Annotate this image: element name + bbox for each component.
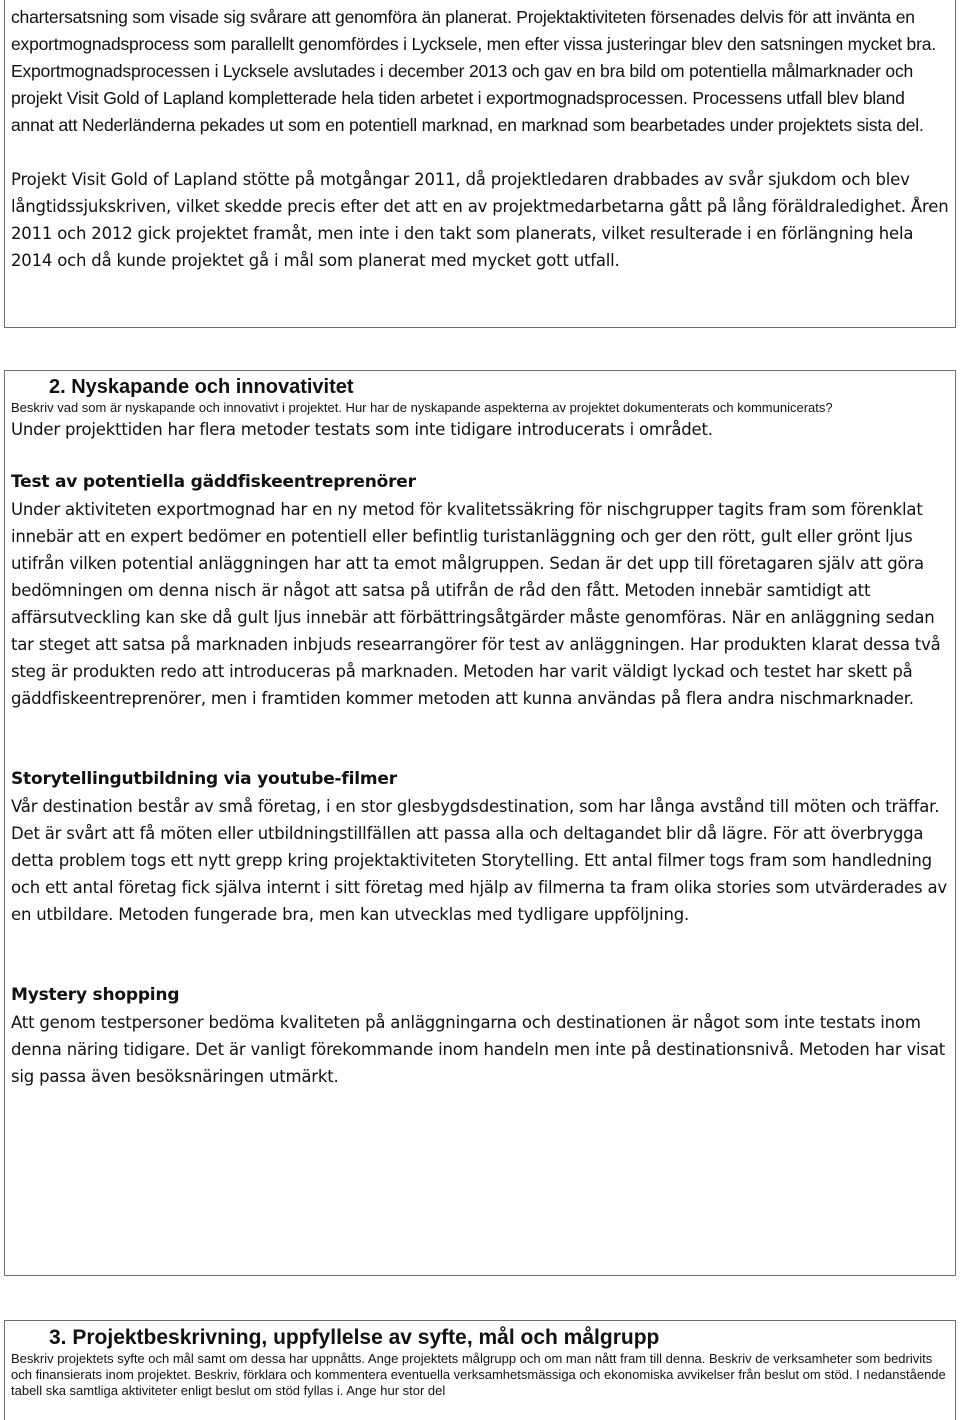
subheading-mystery-shopping: Mystery shopping xyxy=(11,985,180,1005)
text-pike-fishing-test: Under aktiviteten exportmognad har en ny metod för kvalitetssäkring för nischgrupper tagits fram som förenklat innebär att en expert bedömer en potentiell eller befintlig turistanläggning och ger den rött, gult eller grönt ljus utifrån vilken potential anläggningen har att ta emot målgruppen. Sedan är det upp till företagaren själv att göra bedömningen om denna nisch är något att satsa på utifrån de råd den fått. Metoden innebär samtidigt att affärsutveckling kan ske då gult ljus innebär att förbättringsåtgärder måste genomföras. När en anläggning sedan tar steget att satsa på marknaden inbjuds researrangörer för test av anläggningen. Har produkten klarat dessa två steg är produkten redo att introduceras på marknaden. Metoden har varit väldigt lyckad och testet har skett på gäddfiskeentreprenörer, men i framtiden kommer metoden att kunna användas på flera andra nischmarknader. xyxy=(11,500,941,708)
section-title-project-description: 3. Projektbeskrivning, uppfyllelse av syfte, mål och målgrupp xyxy=(49,1326,660,1349)
section-instructions: Beskriv vad som är nyskapande och innovativt i projektet. Hur har de nyskapande aspekterna av projektet dokumenterats och kommunicerats? xyxy=(11,400,833,415)
paragraph-project-delays: chartersatsning som visade sig svårare att genomföra än planerat. Projektaktiviteten försenades delvis för att invänta en exportmognadsprocess som parallellt genomfördes i Lycksele, men efter vissa justeringar blev den satsningen mycket bra. Exportmognadsprocessen i Lycksele avslutades i december 2013 och gav en bra bild om potentiella målmarknader och projekt Visit Gold of Lapland kompletterade hela tiden arbetet i exportmognadsprocessen. Processens utfall blev bland annat att Nederländerna pekades ut som en potentiell marknad, en marknad som bearbetades under projektets sista del. xyxy=(11,7,936,135)
paragraph-setbacks: Projekt Visit Gold of Lapland stötte på motgångar 2011, då projektledaren drabbades av svår sjukdom och blev långtidssjukskriven, vilket skedde precis efter det att en av projektmedarbetarna gått på lång föräldraledighet. Åren 2011 och 2012 gick projektet framåt, men inte i den takt som planerats, vilket resulterade i en förlängning hela 2014 och då kunde projektet gå i mål som planerat med mycket gott utfall. xyxy=(11,170,949,270)
previous-section-text xyxy=(5,4,955,274)
section-title-innovation: 2. Nyskapande och innovativitet xyxy=(49,376,354,398)
section-body xyxy=(5,416,955,1090)
section-innovation-box xyxy=(4,370,956,1276)
intro-text: Under projekttiden har flera metoder testats som inte tidigare introducerats i området. xyxy=(11,420,713,439)
subheading-storytelling: Storytellingutbildning via youtube-filmer xyxy=(11,769,397,789)
previous-section-box xyxy=(4,0,956,328)
text-mystery-shopping: Att genom testpersoner bedöma kvaliteten på anläggningarna och destinationen är något som inte testats inom denna näring tidigare. Det är vanligt förekommande inom handeln men inte på destinationsnivå. Metoden har visat sig passa även besöksnäringen utmärkt. xyxy=(11,1013,946,1086)
section3-instructions: Beskriv projektets syfte och mål samt om dessa har uppnåtts. Ange projektets målgrupp och om man nått fram till denna. Beskriv de verksamheter som bedrivits och finansierats inom projektet. Beskriv, förklara och kommentera eventuella verksamhetsmässiga och ekonomiska avvikelser från beslut om stöd. I nedanstående tabell ska samtliga aktiviteter enligt beslut om stöd fyllas i. Ange hur stor del xyxy=(11,1351,946,1398)
subheading-pike-fishing-test: Test av potentiella gäddfiskeentreprenörer xyxy=(11,472,416,492)
text-storytelling: Vår destination består av små företag, i en stor glesbygdsdestination, som har långa avstånd till möten och träffar. Det är svårt att få möten eller utbildningstillfällen att passa alla och deltagandet blir då lägre. För att överbrygga detta problem togs ett nytt grepp kring projektaktiviteten Storytelling. Ett antal filmer togs fram som handledning och ett antal företag fick själva internt i sitt företag med hjälp av filmerna ta fram olika stories som utvärderades av en utbildare. Metoden fungerade bra, men kan utvecklas med tydligare uppföljning. xyxy=(11,797,947,924)
section-project-description-box xyxy=(4,1320,956,1420)
